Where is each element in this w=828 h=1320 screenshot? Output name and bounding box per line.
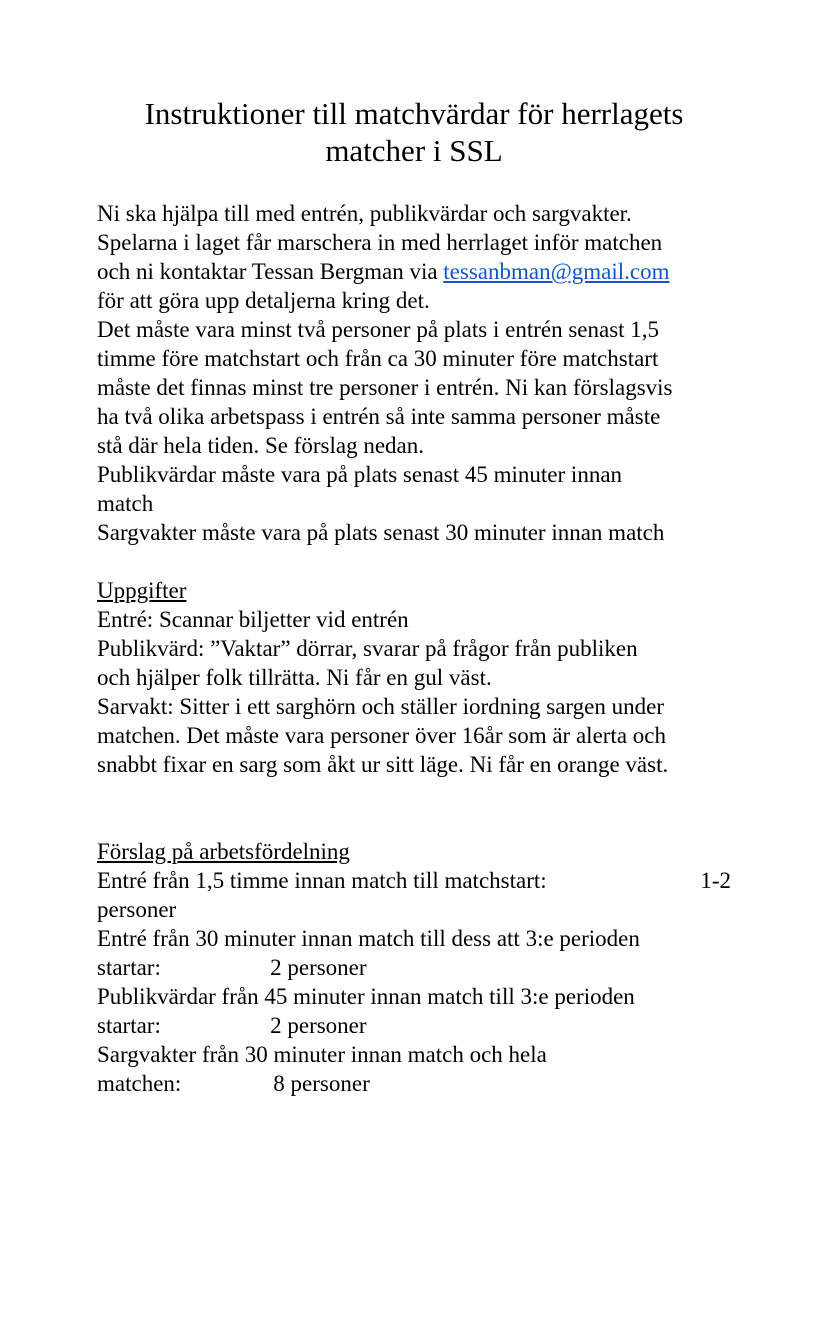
tabbed-line-value: 1-2 bbox=[700, 868, 731, 893]
text-line: match bbox=[97, 491, 154, 516]
text-line: Publikvärdar från 45 minuter innan match till 3:e perioden bbox=[97, 984, 635, 1009]
text-line: för att göra upp detaljerna kring det. bbox=[97, 288, 430, 313]
text-line: matchen. Det måste vara personer över 16år som är alerta och bbox=[97, 723, 666, 748]
email-link[interactable]: tessanbman@gmail.com bbox=[443, 259, 670, 284]
text-line: ha två olika arbetspass i entrén så inte samma personer måste bbox=[97, 404, 661, 429]
text-line: Ni ska hjälpa till med entrén, publikvärdar och sargvakter. bbox=[97, 201, 632, 226]
section-heading-text: Förslag på arbetsfördelning bbox=[97, 839, 350, 864]
text-line: startar: 2 personer bbox=[97, 1013, 367, 1038]
text-line: Publikvärd: ”Vaktar” dörrar, svarar på frågor från publiken bbox=[97, 636, 638, 661]
text-line: och hjälper folk tillrätta. Ni får en gul väst. bbox=[97, 665, 492, 690]
text-line: Sargvakter måste vara på plats senast 30 minuter innan match bbox=[97, 520, 665, 545]
text-line: måste det finnas minst tre personer i entrén. Ni kan förslagsvis bbox=[97, 375, 673, 400]
section-heading bbox=[97, 576, 731, 605]
text-line: snabbt fixar en sarg som åkt ur sitt läge. Ni får en orange väst. bbox=[97, 752, 669, 777]
text-line-prefix: och ni kontaktar Tessan Bergman via bbox=[97, 259, 444, 284]
section-heading bbox=[97, 837, 731, 866]
text-line: Sargvakter från 30 minuter innan match och hela bbox=[97, 1042, 547, 1067]
text-line bbox=[97, 257, 731, 286]
text-line: stå där hela tiden. Se förslag nedan. bbox=[97, 433, 424, 458]
text-line: Det måste vara minst två personer på plats i entrén senast 1,5 bbox=[97, 317, 660, 342]
text-line: Entré från 30 minuter innan match till dess att 3:e perioden bbox=[97, 926, 640, 951]
text-line: Spelarna i laget får marschera in med herrlaget inför matchen bbox=[97, 230, 663, 255]
document-lines bbox=[97, 199, 731, 1098]
section-heading-text: Uppgifter bbox=[97, 578, 187, 603]
text-line: Publikvärdar måste vara på plats senast 45 minuter innan bbox=[97, 462, 623, 487]
blank-line bbox=[97, 779, 731, 808]
blank-line bbox=[97, 808, 731, 837]
text-line: personer bbox=[97, 897, 177, 922]
page-title-line-2: matcher i SSL bbox=[325, 133, 503, 168]
text-line: Entré: Scannar biljetter vid entrén bbox=[97, 607, 409, 632]
blank-line bbox=[97, 547, 731, 576]
text-line: Sarvakt: Sitter i ett sarghörn och ställer iordning sargen under bbox=[97, 694, 664, 719]
text-line: matchen: 8 personer bbox=[97, 1071, 370, 1096]
text-line: timme före matchstart och från ca 30 minuter före matchstart bbox=[97, 346, 659, 371]
text-line: startar: 2 personer bbox=[97, 955, 367, 980]
page-title-line-1: Instruktioner till matchvärdar för herrlagets bbox=[144, 96, 684, 131]
tabbed-line bbox=[97, 866, 731, 895]
tabbed-line-label: Entré från 1,5 timme innan match till matchstart: bbox=[97, 868, 547, 893]
page-title bbox=[97, 95, 731, 169]
